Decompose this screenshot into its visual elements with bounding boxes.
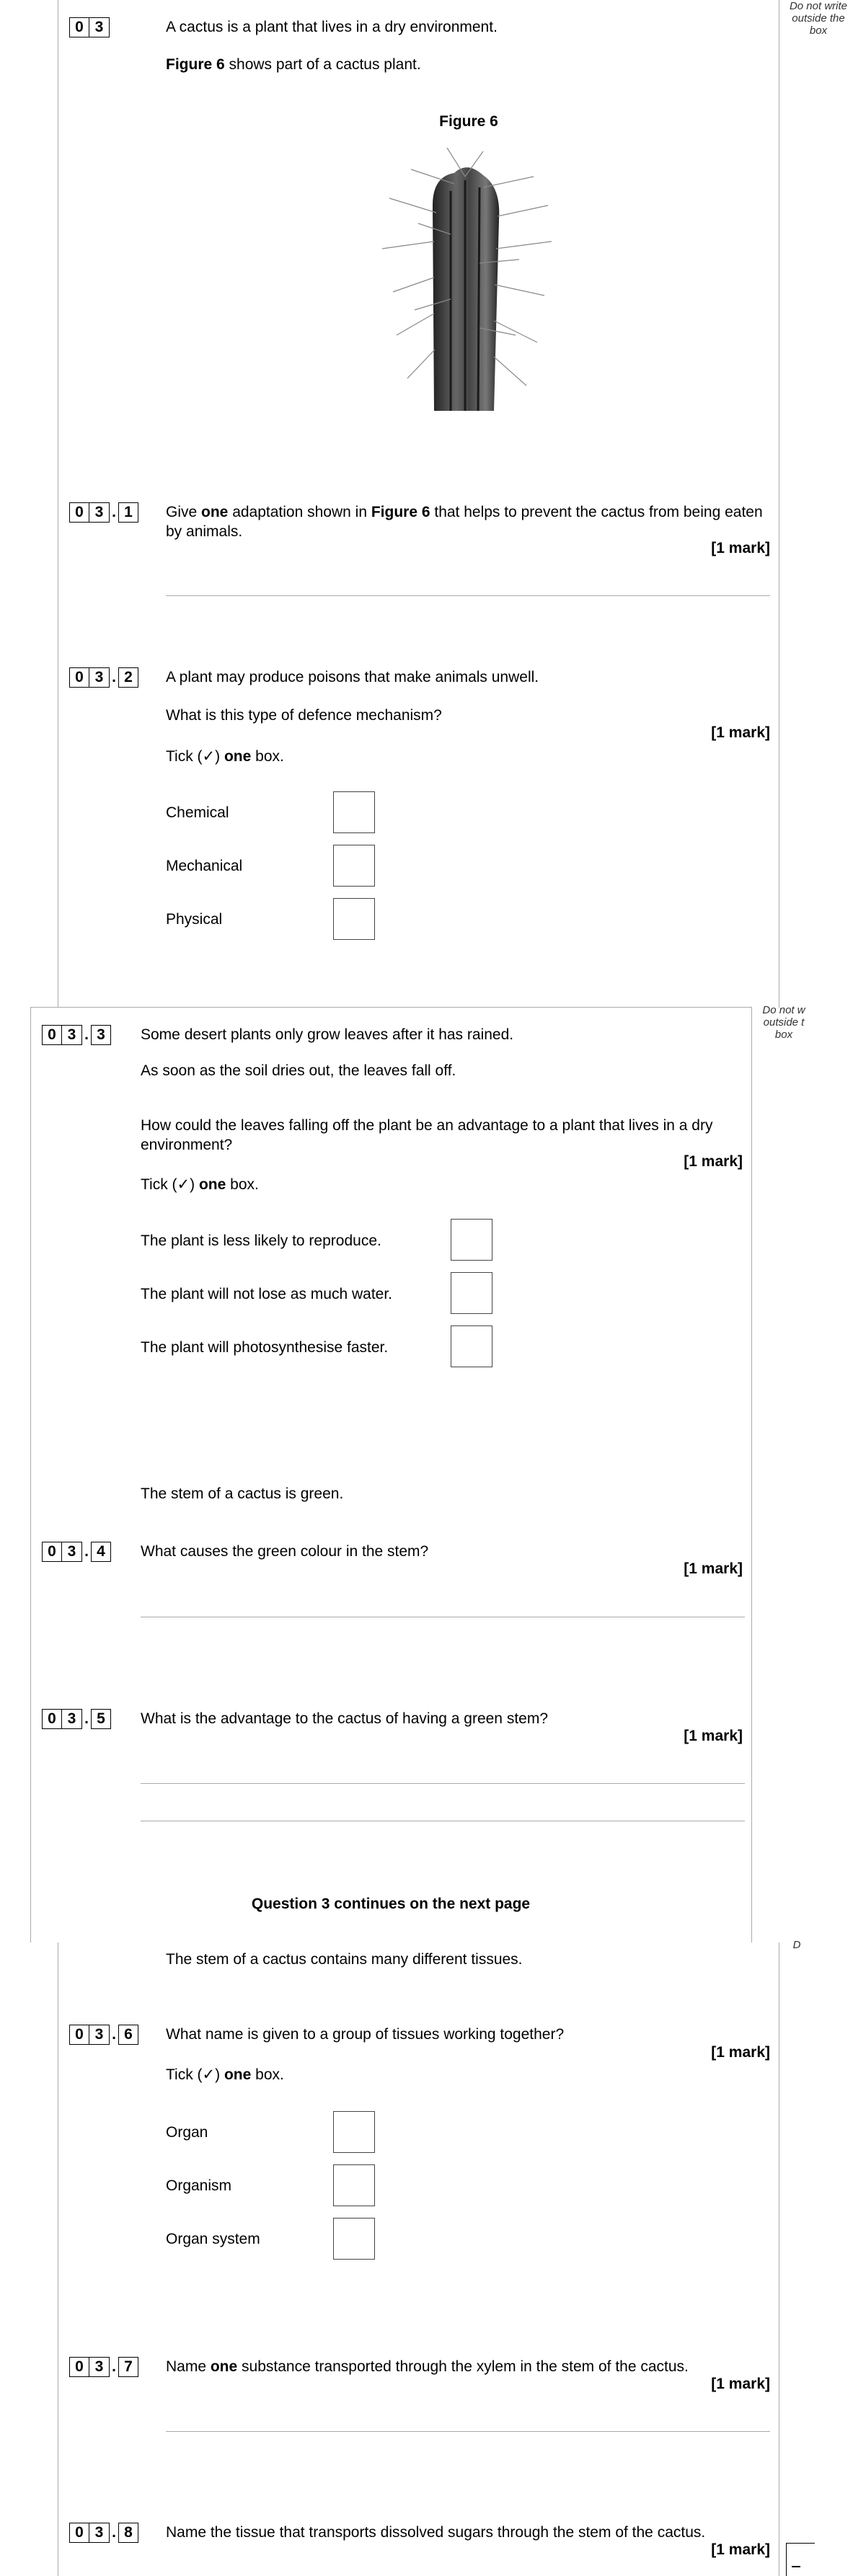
q037-text: Name one substance transported through the xylem in the stem of the cactus.	[166, 2358, 689, 2375]
q033-line2: As soon as the soil dries out, the leaves fall off.	[141, 1062, 456, 1079]
q036-tick-instruction: Tick (✓) one box.	[166, 2066, 284, 2083]
q038-mark: [1 mark]	[711, 2541, 770, 2558]
q036-tickbox-organ-system[interactable]	[333, 2218, 375, 2260]
q033-tickbox-photosynthesise[interactable]	[451, 1325, 492, 1367]
page2-left-border	[30, 1007, 31, 1942]
q032-option-chemical: Chemical	[166, 804, 229, 821]
q032-line1: A plant may produce poisons that make animals unwell.	[166, 669, 539, 685]
q036-text: What name is given to a group of tissues working together?	[166, 2026, 565, 2043]
q033-option-photosynthesise: The plant will photosynthesise faster.	[141, 1339, 389, 1356]
q033-option-reproduce: The plant is less likely to reproduce.	[141, 1233, 381, 1249]
q036-option-organism: Organism	[166, 2177, 232, 2194]
corner-box	[786, 2543, 815, 2576]
margin-note-tiny: D	[792, 1939, 801, 1951]
q032-tick-instruction: Tick (✓) one box.	[166, 748, 284, 765]
corner-box-tick	[792, 2566, 800, 2567]
q033-tickbox-reproduce[interactable]	[451, 1219, 492, 1261]
q033-tickbox-water[interactable]	[451, 1272, 492, 1314]
page2-top-border	[30, 1007, 751, 1008]
q03-figure-ref: Figure 6 shows part of a cactus plant.	[166, 56, 421, 73]
q033-line3: How could the leaves falling off the plant be an advantage to a plant that lives in a dry environment?	[141, 1117, 713, 1153]
q034-mark: [1 mark]	[684, 1560, 743, 1577]
question-number-038: 0 3 . 8	[69, 2523, 138, 2543]
question-number-035: 0 3 . 5	[42, 1709, 111, 1729]
q033-line1: Some desert plants only grow leaves after it has rained.	[141, 1026, 514, 1043]
page2-right-border	[751, 1007, 752, 1942]
stem-tissues-text: The stem of a cactus contains many different tissues.	[166, 1951, 523, 1968]
q036-tickbox-organism[interactable]	[333, 2164, 375, 2206]
question-number-032: 0 3 . 2	[69, 667, 138, 688]
q038-text: Name the tissue that transports dissolved sugars through the stem of the cactus.	[166, 2524, 706, 2541]
q031-text: Give one adaptation shown in Figure 6 that helps to prevent the cactus from being eaten by animals.	[166, 504, 763, 540]
question-number-036: 0 3 . 6	[69, 2025, 138, 2045]
q032-tickbox-chemical[interactable]	[333, 791, 375, 833]
q037-answer-line[interactable]	[166, 2431, 770, 2432]
q032-line2: What is this type of defence mechanism?	[166, 707, 442, 724]
q035-mark: [1 mark]	[684, 1728, 743, 1744]
cactus-image	[375, 148, 555, 411]
q036-option-organ: Organ	[166, 2124, 208, 2141]
question-number-031: 0 3 . 1	[69, 502, 138, 523]
continues-note: Question 3 continues on the next page	[251, 1896, 531, 1912]
q032-option-physical: Physical	[166, 911, 223, 928]
figure-6-title: Figure 6	[439, 113, 498, 130]
question-number-037: 0 3 . 7	[69, 2357, 138, 2377]
q035-text: What is the advantage to the cactus of having a green stem?	[141, 1710, 549, 1727]
q031-mark: [1 mark]	[711, 540, 770, 556]
margin-note-short: Do not w outside t box	[762, 1004, 805, 1041]
q036-mark: [1 mark]	[711, 2044, 770, 2061]
q036-option-organ-system: Organ system	[166, 2231, 260, 2247]
q036-tickbox-organ[interactable]	[333, 2111, 375, 2153]
q033-option-water: The plant will not lose as much water.	[141, 1286, 393, 1302]
q033-tick-instruction: Tick (✓) one box.	[141, 1176, 259, 1193]
stem-green-text: The stem of a cactus is green.	[141, 1485, 344, 1502]
q032-tickbox-mechanical[interactable]	[333, 845, 375, 887]
question-number-03: 0 3	[69, 17, 110, 37]
q03-intro: A cactus is a plant that lives in a dry environment.	[166, 19, 498, 35]
margin-note: Do not write outside the box	[789, 0, 848, 37]
q032-mark: [1 mark]	[711, 724, 770, 741]
q034-text: What causes the green colour in the stem?	[141, 1543, 429, 1560]
q037-mark: [1 mark]	[711, 2376, 770, 2392]
q032-option-mechanical: Mechanical	[166, 858, 243, 874]
q031-answer-line[interactable]	[166, 595, 770, 596]
question-number-033: 0 3 . 3	[42, 1025, 111, 1045]
q033-mark: [1 mark]	[684, 1153, 743, 1170]
question-number-034: 0 3 . 4	[42, 1542, 111, 1562]
q035-answer-line-1[interactable]	[141, 1783, 745, 1784]
q032-tickbox-physical[interactable]	[333, 898, 375, 940]
